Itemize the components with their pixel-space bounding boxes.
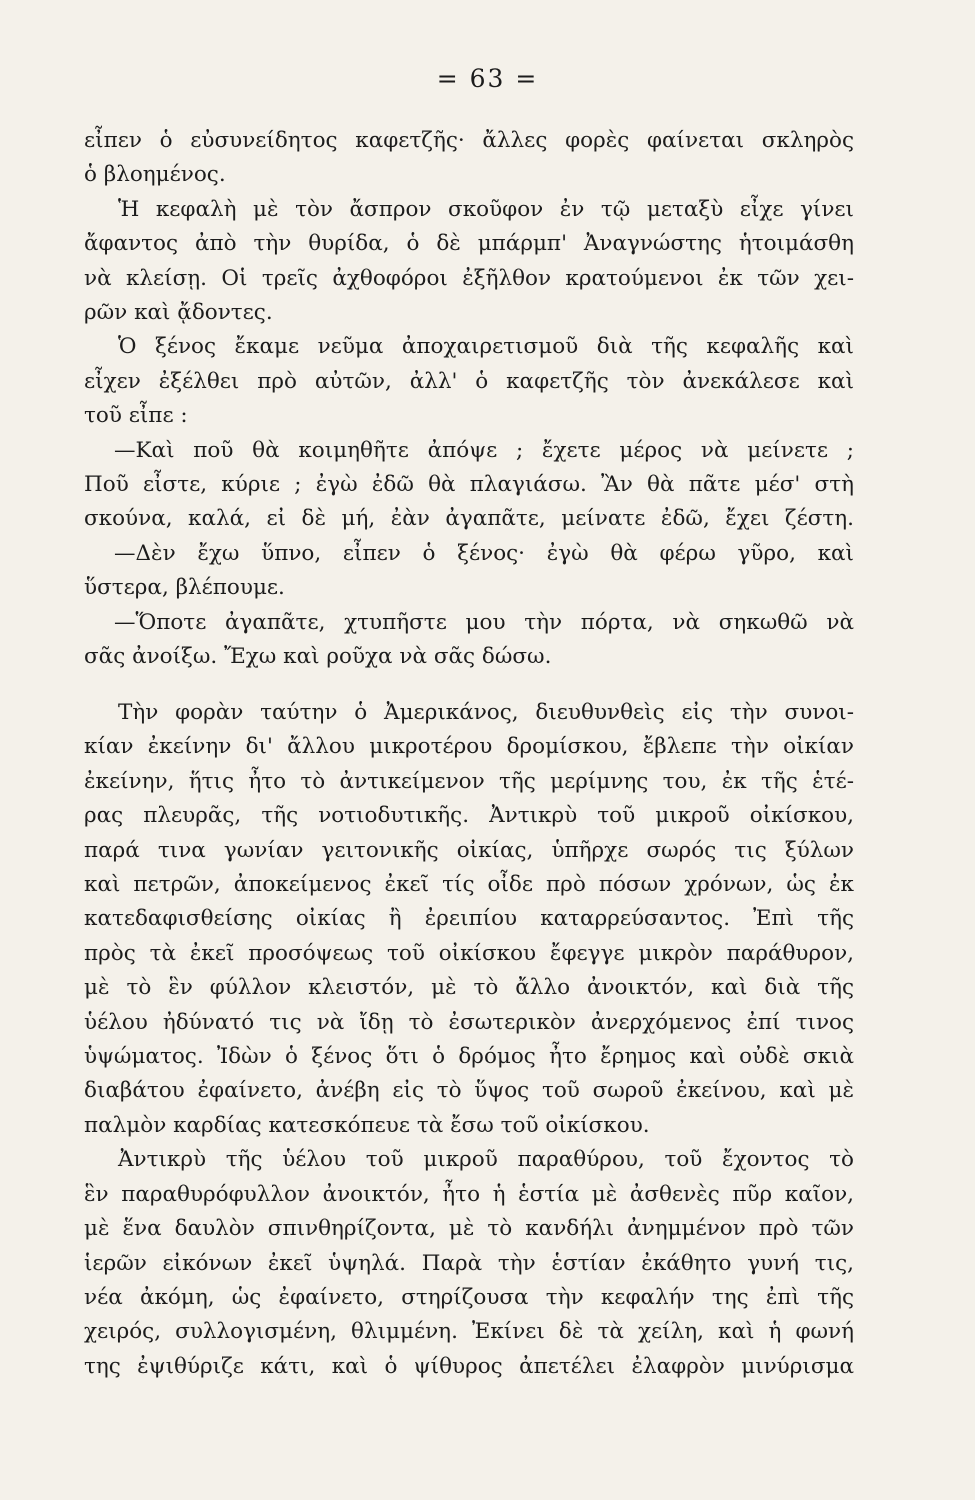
text-line: της ἐψιθύριζε κάτι, καὶ ὁ ψίθυρος ἀπετέλει ἐλαφρὸν μινύρισμα <box>84 1353 854 1379</box>
text-line: Ἀντικρὺ τῆς ὑέλου τοῦ μικροῦ παραθύρου, τοῦ ἔχοντος τὸ <box>118 1147 854 1173</box>
text-line: σκούνα, καλά, εἰ δὲ μή, ἐὰν ἀγαπᾶτε, μείνατε ἐδῶ, ἔχει ζέστη. <box>84 506 854 532</box>
text-line: ρῶν καὶ ᾄδοντες. <box>84 300 273 326</box>
text-line: πρὸς τὰ ἐκεῖ προσόψεως τοῦ οἰκίσκου ἔφεγγε μικρὸν παράθυρον, <box>84 940 854 966</box>
text-line: κίαν ἐκείνην δι' ἄλλου μικροτέρου δρομίσκου, ἔβλεπε τὴν οἰκίαν <box>84 734 854 760</box>
text-line: παρά τινα γωνίαν γειτονικῆς οἰκίας, ὑπῆρχε σωρός τις ξύλων <box>84 837 854 863</box>
text-line: τοῦ εἶπε : <box>84 403 188 429</box>
text-line: Ποῦ εἶστε, κύριε ; ἐγὼ ἐδῶ θὰ πλαγιάσω. Ἂν θὰ πᾶτε μέσ' στὴ <box>84 472 854 498</box>
text-line: —Ὅποτε ἀγαπᾶτε, χτυπῆστε μου τὴν πόρτα, νὰ σηκωθῶ νὰ <box>114 609 854 635</box>
text-line: εἶχεν ἐξέλθει πρὸ αὐτῶν, ἀλλ' ὁ καφετζῆς τὸν ἀνεκάλεσε καὶ <box>84 368 854 394</box>
text-line: ὁ βλοημένος. <box>84 162 226 188</box>
text-line: ἓν παραθυρόφυλλον ἀνοικτόν, ἦτο ἡ ἑστία μὲ ἀσθενὲς πῦρ καῖον, <box>84 1181 854 1207</box>
text-block-narrative <box>84 696 854 1384</box>
text-line: μὲ τὸ ἓν φύλλον κλειστόν, μὲ τὸ ἄλλο ἀνοικτόν, καὶ διὰ τῆς <box>84 975 854 1001</box>
text-line: μὲ ἕνα δαυλὸν σπινθηρίζοντα, μὲ τὸ κανδήλι ἀνημμένον πρὸ τῶν <box>84 1216 854 1242</box>
page-number: = 63 = <box>436 64 539 93</box>
text-line: εἶπεν ὁ εὐσυνείδητος καφετζῆς· ἄλλες φορὲς φαίνεται σκληρὸς <box>84 128 854 153</box>
text-line: ὑψώματος. Ἰδὼν ὁ ξένος ὅτι ὁ δρόμος ἦτο ἔρημος καὶ οὐδὲ σκιὰ <box>84 1044 854 1070</box>
text-line: χειρός, συλλογισμένη, θλιμμένη. Ἐκίνει δὲ τὰ χείλη, καὶ ἡ φωνή <box>84 1319 854 1345</box>
text-line: διαβάτου ἐφαίνετο, ἀνέβη εἰς τὸ ὕψος τοῦ σωροῦ ἐκείνου, καὶ μὲ <box>84 1078 854 1104</box>
text-line: σᾶς ἀνοίξω. Ἔχω καὶ ροῦχα νὰ σᾶς δώσω. <box>84 644 552 670</box>
text-line: Ἡ κεφαλὴ μὲ τὸν ἄσπρον σκοῦφον ἐν τῷ μεταξὺ εἶχε γίνει <box>118 196 854 222</box>
text-line: ἄφαντος ἀπὸ τὴν θυρίδα, ὁ δὲ μπάρμπ' Ἀναγνώστης ἡτοιμάσθη <box>84 231 854 257</box>
text-line: ἐκείνην, ἥτις ἦτο τὸ ἀντικείμενον τῆς μερίμνης του, ἐκ τῆς ἑτέ- <box>84 768 854 794</box>
text-line: ρας πλευρᾶς, τῆς νοτιοδυτικῆς. Ἀντικρὺ τοῦ μικροῦ οἰκίσκου, <box>84 803 854 829</box>
text-line: Ὁ ξένος ἔκαμε νεῦμα ἀποχαιρετισμοῦ διὰ τῆς κεφαλῆς καὶ <box>118 334 854 360</box>
text-line: καὶ πετρῶν, ἀποκείμενος ἐκεῖ τίς οἶδε πρὸ πόσων χρόνων, ὡς ἐκ <box>84 872 854 898</box>
text-block-dialogue <box>84 124 854 675</box>
text-line: —Καὶ ποῦ θὰ κοιμηθῆτε ἀπόψε ; ἔχετε μέρος νὰ μείνετε ; <box>114 437 854 463</box>
text-line: νέα ἀκόμη, ὡς ἐφαίνετο, στηρίζουσα τὴν κεφαλήν της ἐπὶ τῆς <box>84 1284 854 1310</box>
text-line: κατεδαφισθείσης οἰκίας ἢ ἐρειπίου καταρρεύσαντος. Ἐπὶ τῆς <box>84 906 854 932</box>
text-line: ὑέλου ἠδύνατό τις νὰ ἴδῃ τὸ ἐσωτερικὸν ἀνερχόμενος ἐπί τινος <box>84 1009 854 1035</box>
text-line: —Δὲν ἔχω ὕπνο, εἶπεν ὁ ξένος· ἐγὼ θὰ φέρω γῦρο, καὶ <box>114 540 854 566</box>
text-line: παλμὸν καρδίας κατεσκόπευε τὰ ἔσω τοῦ οἰκίσκου. <box>84 1112 650 1138</box>
text-line: ἱερῶν εἰκόνων ἐκεῖ ὑψηλά. Παρὰ τὴν ἑστίαν ἐκάθητο γυνή τις, <box>84 1250 854 1276</box>
text-line: νὰ κλείσῃ. Οἱ τρεῖς ἀχθοφόροι ἐξῆλθον κρατούμενοι ἐκ τῶν χει- <box>84 265 854 291</box>
text-line: ὕστερα, βλέπουμε. <box>84 575 285 601</box>
text-line: Τὴν φορὰν ταύτην ὁ Ἀμερικάνος, διευθυνθεὶς εἰς τὴν συνοι- <box>118 700 854 725</box>
